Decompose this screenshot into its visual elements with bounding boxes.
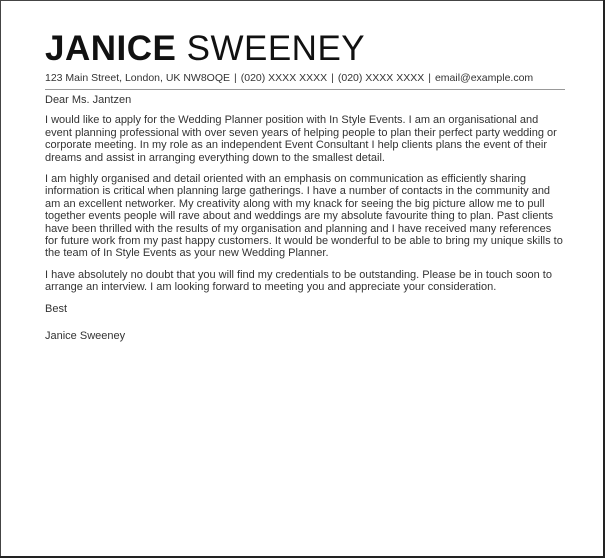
separator: | [428,72,431,84]
salutation: Dear Ms. Jantzen [45,94,132,106]
applicant-name [45,29,565,69]
paragraph-conclusion: I have absolutely no doubt that you will find my credentials to be outstanding. Please be in touch soon to arrange an interview. I am looking forward to meeting you and appreciate your consideration. [45,268,552,294]
phone-primary: (020) XXXX XXXX [240,72,328,84]
closing: Best [45,302,68,315]
signature: Janice Sweeney [45,330,126,343]
first-name: JANICE [45,29,177,68]
paragraph-skills: I am highly organised and detail oriented with an emphasis on communication as efficiently sharing information is critical when planning large gatherings. I have a number of contacts in the community and am an excellent networker. My creativity along with my knack for seeing the big picture allow me to pull together events people will rave about and weddings are my absolute favourite thing to plan. Past clients have been thrilled with the results of my organisation and planning and I have received many references for future work from my past happy customers. It would be wonderful to be able to bring my unique skills to the team of In Style Events as your new Wedding Planner. [45,173,563,260]
email: email@example.com [434,72,534,84]
letter-body [45,94,565,352]
separator: | [234,72,237,84]
paragraph-intro: I would like to apply for the Wedding Planner position with In Style Events. I am an organisational and event planning professional with over seven years of helping people to plan their perfect party wedding or corporate meeting. In my role as an independent Event Consultant I help clients plans the event of their dreams and assist in arranging everything down to the smallest detail. [45,114,557,164]
phone-secondary: (020) XXXX XXXX [337,72,425,84]
letter-header [45,29,565,90]
address: 123 Main Street, London, UK NW8OQE [45,72,231,84]
last-name: SWEENEY [186,29,366,68]
separator: | [331,72,334,84]
contact-line [45,71,565,90]
